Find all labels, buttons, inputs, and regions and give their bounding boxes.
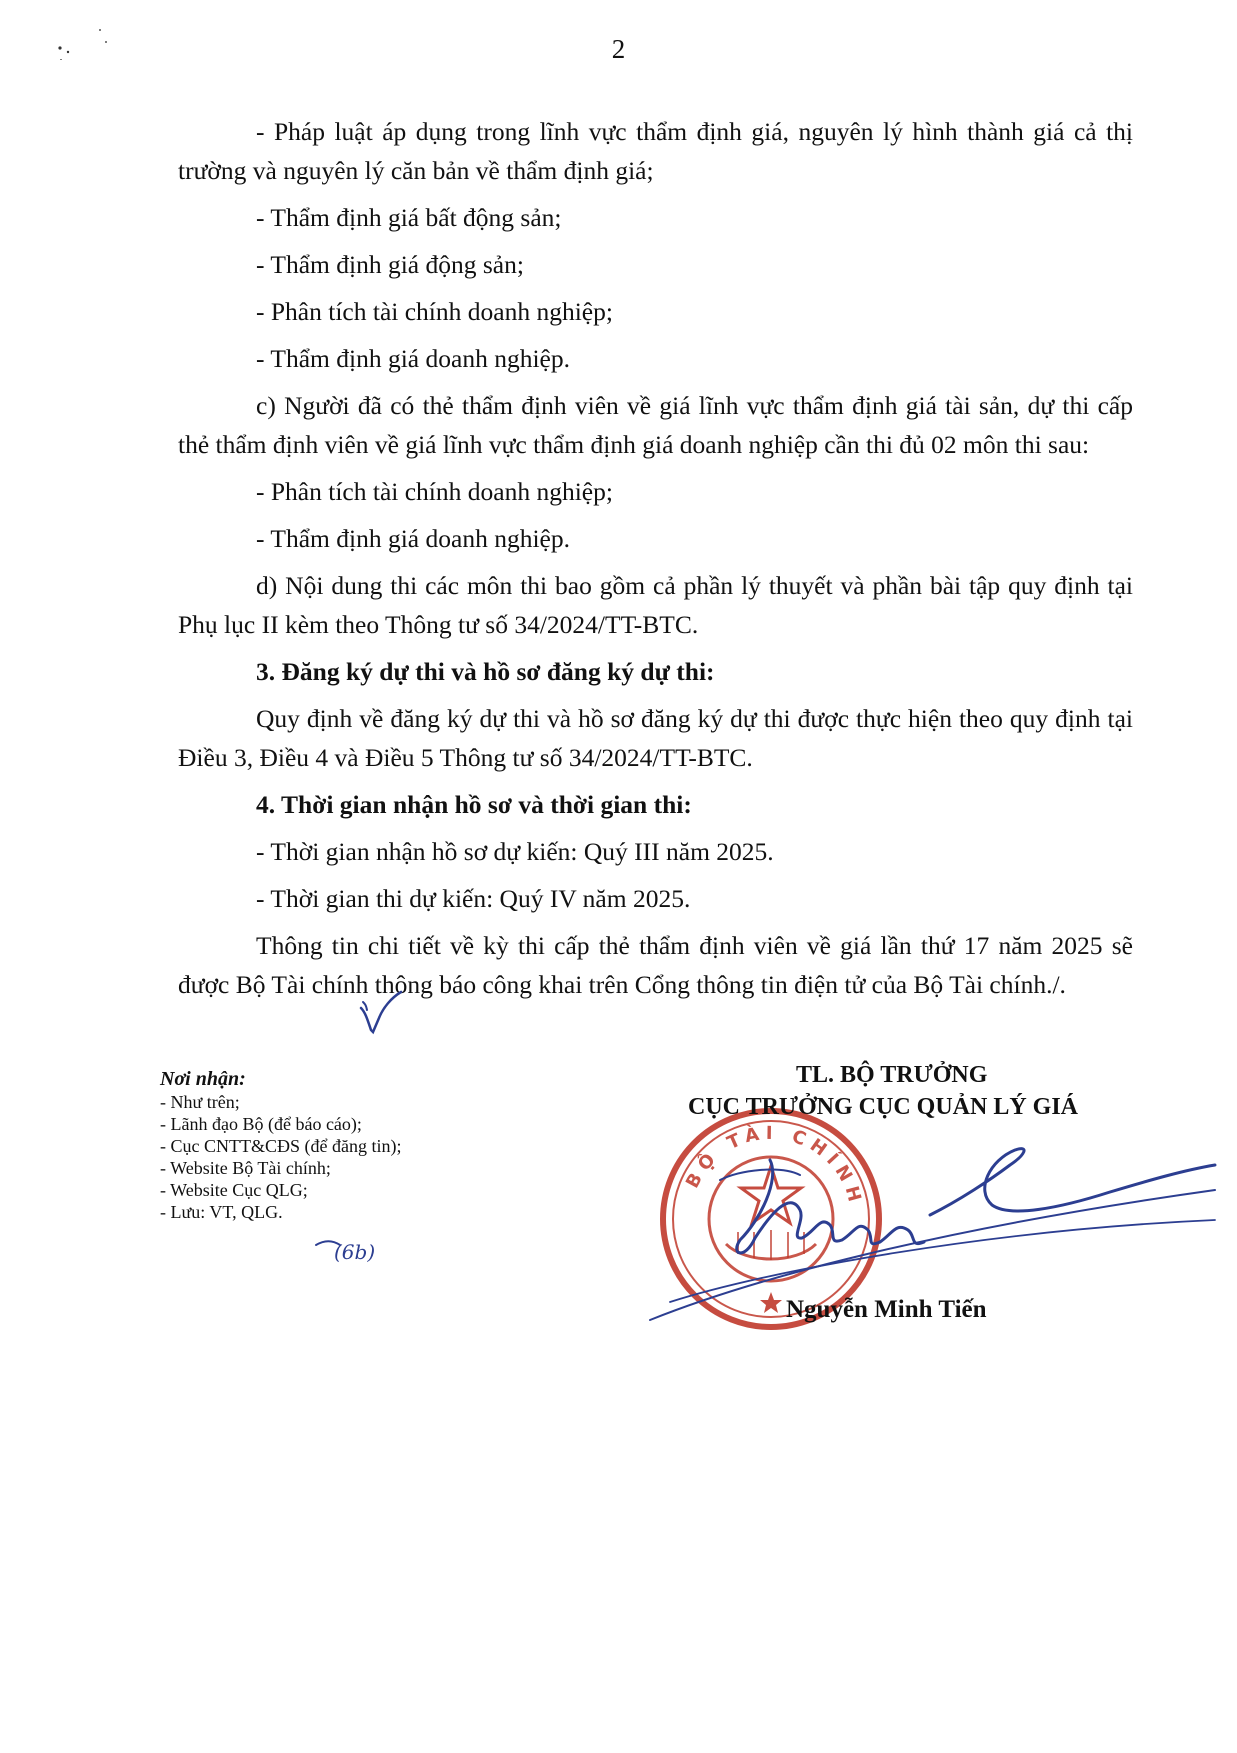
document-body	[178, 112, 1133, 1012]
recipients-line-4: - Website Bộ Tài chính;	[160, 1158, 331, 1178]
section-heading: 4. Thời gian nhận hồ sơ và thời gian thi:	[256, 790, 692, 819]
handwritten-note-text: (6b)	[334, 1240, 376, 1264]
seal-ring-text: BỘ TÀI CHÍNH	[682, 1122, 867, 1210]
recipients-block	[160, 1068, 401, 1223]
body-paragraph: - Pháp luật áp dụng trong lĩnh vực thẩm định giá, nguyên lý hình thành giá cả thị trường và nguyên lý căn bản về thẩm định giá;	[178, 117, 1133, 185]
body-paragraph: - Phân tích tài chính doanh nghiệp;	[256, 477, 613, 506]
recipients-line-1: - Như trên;	[160, 1092, 240, 1112]
body-paragraph: - Phân tích tài chính doanh nghiệp;	[256, 297, 613, 326]
recipients-line-2: - Lãnh đạo Bộ (để báo cáo);	[160, 1114, 362, 1134]
section-heading: 3. Đăng ký dự thi và hồ sơ đăng ký dự thi:	[256, 657, 715, 686]
recipients-title: Nơi nhận:	[160, 1068, 246, 1090]
body-paragraph: d) Nội dung thi các môn thi bao gồm cả phần lý thuyết và phần bài tập quy định tại Phụ lục II kèm theo Thông tư số 34/2024/TT-BTC.	[178, 571, 1133, 639]
scan-specks	[40, 20, 120, 60]
signature-title-line1: TL. BỘ TRƯỞNG	[796, 1062, 988, 1088]
body-paragraph: - Thẩm định giá doanh nghiệp.	[256, 524, 570, 553]
page-number: 2	[611, 34, 626, 64]
recipients-line-6: - Lưu: VT, QLG.	[160, 1202, 283, 1222]
signer-name: Nguyễn Minh Tiến	[786, 1296, 987, 1323]
recipients-line-5: - Website Cục QLG;	[160, 1180, 308, 1200]
body-paragraph: - Thẩm định giá động sản;	[256, 250, 524, 279]
body-paragraph: - Thời gian nhận hồ sơ dự kiến: Quý III năm 2025.	[256, 837, 774, 866]
signature-title-line2: CỤC TRƯỞNG CỤC QUẢN LÝ GIÁ	[688, 1094, 1079, 1120]
body-paragraph: - Thẩm định giá bất động sản;	[256, 203, 562, 232]
body-paragraph: - Thời gian thi dự kiến: Quý IV năm 2025.	[256, 884, 691, 913]
recipients-line-3: - Cục CNTT&CĐS (để đăng tin);	[160, 1136, 402, 1156]
initial-mark-icon	[357, 988, 407, 1038]
body-paragraph: Thông tin chi tiết về kỳ thi cấp thẻ thẩm định viên về giá lần thứ 17 năm 2025 sẽ được Bộ Tài chính thông báo công khai trên Cổng thông tin điện tử của Bộ Tài chính./.	[178, 931, 1133, 999]
body-paragraph: - Thẩm định giá doanh nghiệp.	[256, 344, 570, 373]
body-paragraph: c) Người đã có thẻ thẩm định viên về giá lĩnh vực thẩm định giá tài sản, dự thi cấp thẻ thẩm định viên về giá lĩnh vực thẩm định giá doanh nghiệp cần thi đủ 02 môn thi sau:	[178, 391, 1133, 459]
handwritten-note-icon	[314, 1231, 384, 1267]
body-paragraph: Quy định về đăng ký dự thi và hồ sơ đăng ký dự thi được thực hiện theo quy định tại Điều 3, Điều 4 và Điều 5 Thông tư số 34/2024/TT-BTC.	[178, 704, 1133, 772]
